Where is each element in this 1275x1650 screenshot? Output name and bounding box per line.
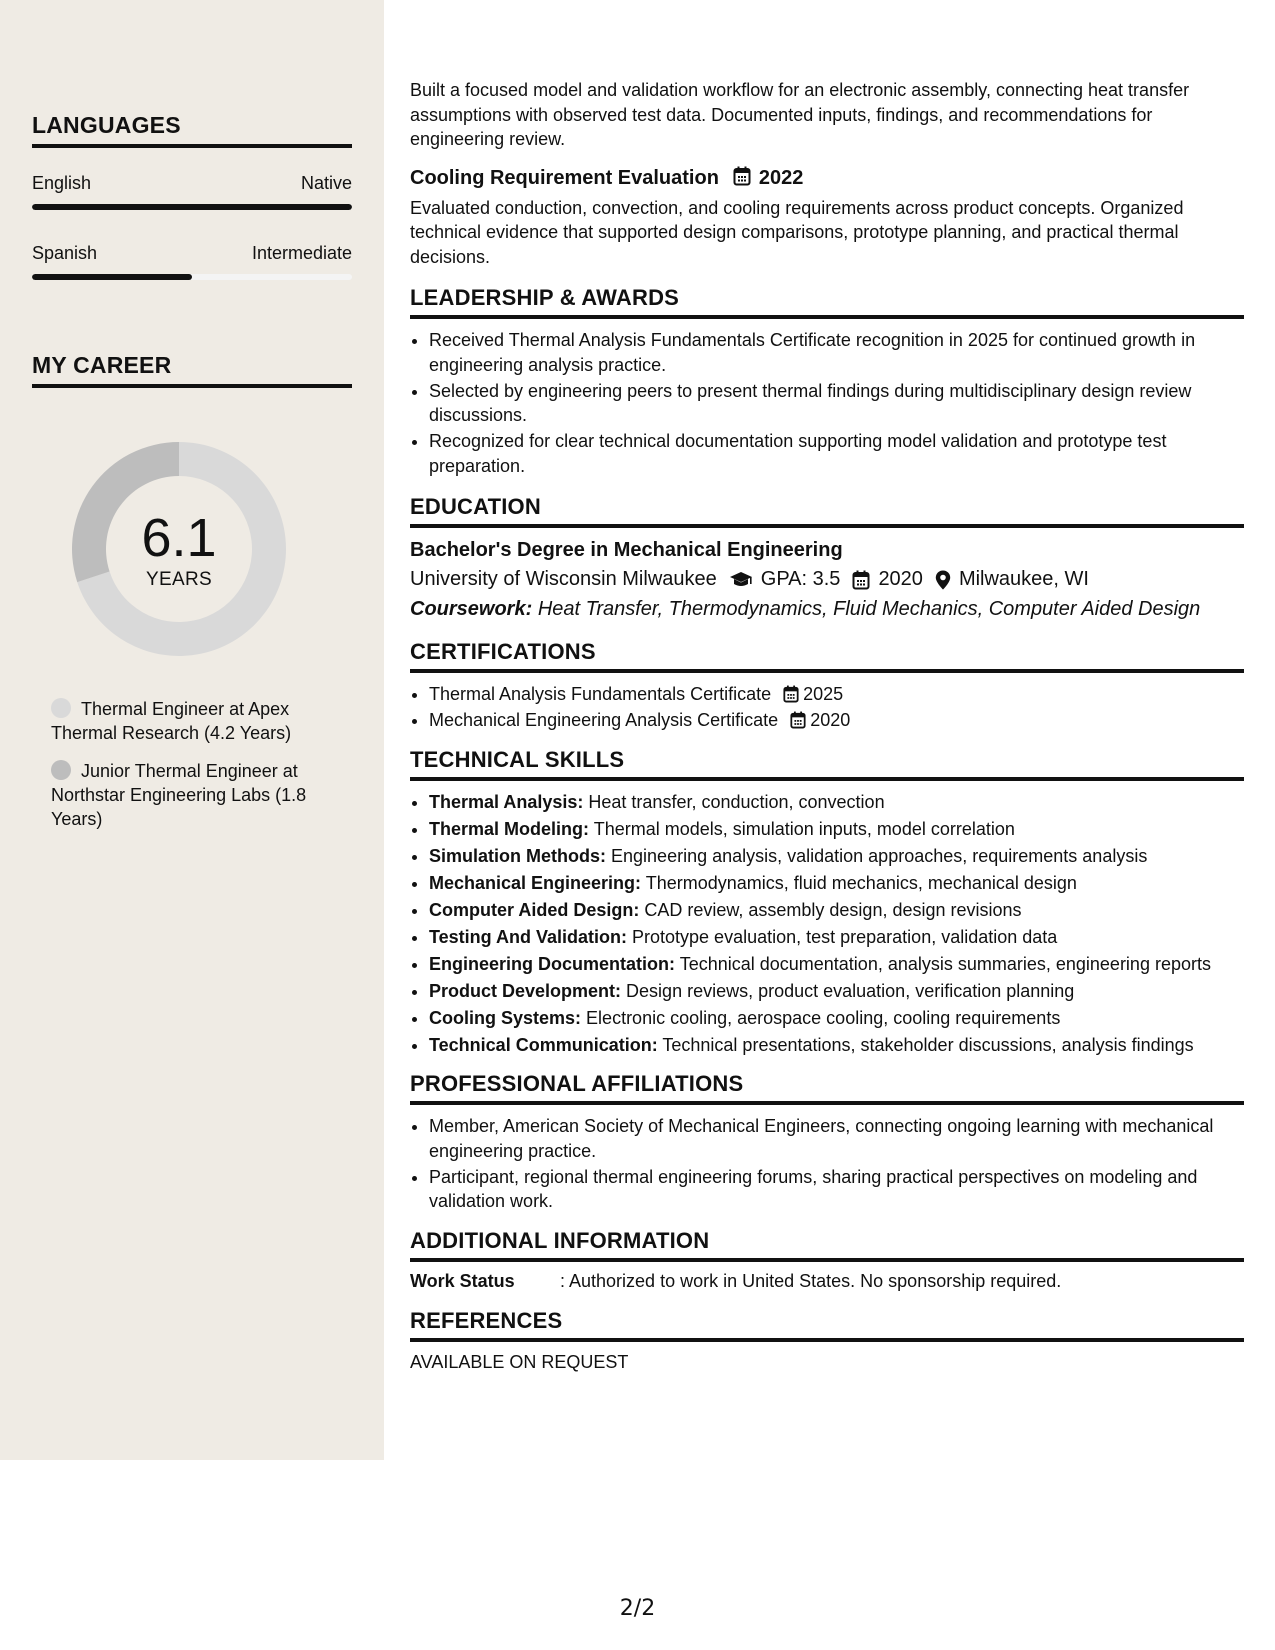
certification-year: 2020: [810, 710, 851, 730]
skill-name: Product Development:: [429, 980, 622, 1001]
leadership-list: [410, 328, 1244, 478]
list-item: [429, 979, 1244, 1004]
language-bar-spanish: [32, 274, 352, 280]
skill-name: Mechanical Engineering:: [429, 872, 642, 893]
affiliations-heading: PROFESSIONAL AFFILIATIONS: [410, 1071, 1244, 1105]
project-year: 2022: [758, 167, 804, 189]
list-item: [429, 952, 1244, 977]
language-level: Native: [300, 173, 352, 193]
skill-name: Computer Aided Design:: [429, 899, 640, 920]
certifications-list: [410, 682, 1244, 733]
skill-detail: Thermal models, simulation inputs, model correlation: [593, 818, 1015, 839]
career-legend-item: [51, 697, 341, 745]
work-status-row: [410, 1271, 1244, 1292]
list-item: [429, 925, 1244, 950]
skill-name: Simulation Methods:: [429, 845, 606, 866]
calendar-icon: [783, 685, 799, 703]
coursework-label: Coursework:: [410, 598, 533, 620]
skill-detail: Electronic cooling, aerospace cooling, cooling requirements: [586, 1007, 1061, 1028]
references-section: [410, 1308, 1244, 1373]
calendar-icon: [852, 570, 870, 590]
certification-year: 2025: [803, 684, 844, 704]
list-item: [429, 844, 1244, 869]
education-heading: EDUCATION: [410, 494, 1244, 528]
additional-heading: ADDITIONAL INFORMATION: [410, 1228, 1244, 1262]
list-item: [429, 1006, 1244, 1031]
leadership-heading: LEADERSHIP & AWARDS: [410, 285, 1244, 319]
language-name: Spanish: [32, 243, 98, 263]
skill-detail: Prototype evaluation, test preparation, validation data: [632, 926, 1058, 947]
project-description: Evaluated conduction, convection, and cooling requirements across product concepts. Organized technical evidence that supported design comparisons, prototype planning, and practical thermal decisions.: [410, 197, 1184, 267]
skill-detail: Engineering analysis, validation approaches, requirements analysis: [611, 845, 1148, 866]
references-heading: REFERENCES: [410, 1308, 1244, 1342]
skills-list: [410, 790, 1244, 1058]
career-heading: MY CAREER: [32, 352, 352, 388]
page-number: 2/2: [619, 1596, 656, 1621]
language-bar-fill: [32, 204, 352, 210]
skill-detail: CAD review, assembly design, design revisions: [644, 899, 1022, 920]
skill-detail: Heat transfer, conduction, convection: [588, 791, 885, 812]
skill-name: Testing And Validation:: [429, 926, 627, 947]
language-bar-english: [32, 204, 352, 210]
list-item: [429, 682, 1244, 707]
language-row-english: [32, 173, 352, 194]
work-status-value: : Authorized to work in United States. No sponsorship required.: [560, 1270, 1062, 1291]
skill-name: Thermal Analysis:: [429, 791, 584, 812]
education-coursework: [410, 598, 1244, 621]
location-pin-icon: [935, 570, 951, 590]
list-item: • Member, American Society of Mechanical Engineers, connecting ongoing learning with mechanical engineering practice.: [429, 1114, 1244, 1163]
language-name: English: [32, 173, 92, 193]
skill-name: Cooling Systems:: [429, 1007, 582, 1028]
education-details: [410, 568, 1244, 591]
career-legend-label: Junior Thermal Engineer at Northstar Engineering Labs (1.8 Years): [51, 761, 307, 829]
skill-detail: Technical documentation, analysis summaries, engineering reports: [679, 953, 1211, 974]
language-row-spanish: [32, 243, 352, 264]
list-item: [429, 708, 1244, 733]
list-item: • Received Thermal Analysis Fundamentals Certificate recognition in 2025 for continued growth in engineering analysis practice.: [429, 328, 1244, 377]
list-item: [429, 817, 1244, 842]
work-status-label: Work Status: [410, 1270, 515, 1291]
education-year: 2020: [878, 568, 923, 590]
calendar-icon: [790, 711, 806, 729]
education-location: Milwaukee, WI: [958, 568, 1089, 590]
skill-name: Thermal Modeling:: [429, 818, 590, 839]
skills-heading: TECHNICAL SKILLS: [410, 747, 1244, 781]
skill-detail: Design reviews, product evaluation, verification planning: [626, 980, 1075, 1001]
career-total: [66, 436, 292, 662]
career-total-unit: YEARS: [146, 569, 212, 590]
language-level: Intermediate: [251, 243, 352, 263]
project-summary: Built a focused model and validation workflow for an electronic assembly, connecting heat transfer assumptions with observed test data. Documented inputs, findings, and recommendations for engineering review.: [410, 80, 1190, 149]
list-item: • Selected by engineering peers to present thermal findings during multidisciplinary design review discussions.: [429, 379, 1244, 428]
list-item: • Recognized for clear technical documentation supporting model validation and prototype test preparation.: [429, 429, 1244, 478]
project-title-row: [410, 166, 1244, 192]
skill-name: Engineering Documentation:: [429, 953, 676, 974]
sidebar: [0, 0, 384, 1460]
certification-name: • Thermal Analysis Fundamentals Certificate: [429, 684, 772, 704]
education-section: [410, 494, 1244, 621]
skill-detail: Technical presentations, stakeholder discussions, analysis findings: [662, 1034, 1194, 1055]
calendar-icon: [733, 166, 751, 192]
graduation-cap-icon: [729, 571, 753, 589]
language-bar-fill: [32, 274, 192, 280]
legend-dot: [51, 698, 71, 718]
education-school: University of Wisconsin Milwaukee: [410, 568, 717, 590]
project-title: Cooling Requirement Evaluation: [410, 167, 719, 189]
skills-section: [410, 747, 1244, 1058]
certifications-section: [410, 639, 1244, 733]
languages-heading: LANGUAGES: [32, 112, 352, 148]
education-gpa: GPA: 3.5: [760, 568, 841, 590]
coursework-list: Heat Transfer, Thermodynamics, Fluid Mechanics, Computer Aided Design: [537, 598, 1201, 620]
career-legend-item: [51, 759, 341, 831]
list-item: [429, 871, 1244, 896]
certification-name: • Mechanical Engineering Analysis Certificate: [429, 710, 779, 730]
career-legend-label: Thermal Engineer at Apex Thermal Research (4.2 Years): [51, 699, 292, 743]
list-item: [429, 1033, 1244, 1058]
certifications-heading: CERTIFICATIONS: [410, 639, 1244, 673]
skill-detail: Thermodynamics, fluid mechanics, mechanical design: [645, 872, 1077, 893]
affiliations-section: [410, 1071, 1244, 1214]
education-degree: Bachelor's Degree in Mechanical Engineering: [410, 539, 843, 561]
references-text: AVAILABLE ON REQUEST: [410, 1351, 629, 1372]
list-item: [429, 898, 1244, 923]
list-item: [429, 790, 1244, 815]
affiliations-list: [410, 1114, 1244, 1214]
list-item: • Participant, regional thermal engineering forums, sharing practical perspectives on modeling and validation work.: [429, 1165, 1244, 1214]
skill-name: Technical Communication:: [429, 1034, 658, 1055]
leadership-section: [410, 285, 1244, 478]
legend-dot: [51, 760, 71, 780]
main-content: [410, 78, 1244, 1373]
career-total-value: 6.1: [141, 508, 217, 568]
additional-section: [410, 1228, 1244, 1292]
